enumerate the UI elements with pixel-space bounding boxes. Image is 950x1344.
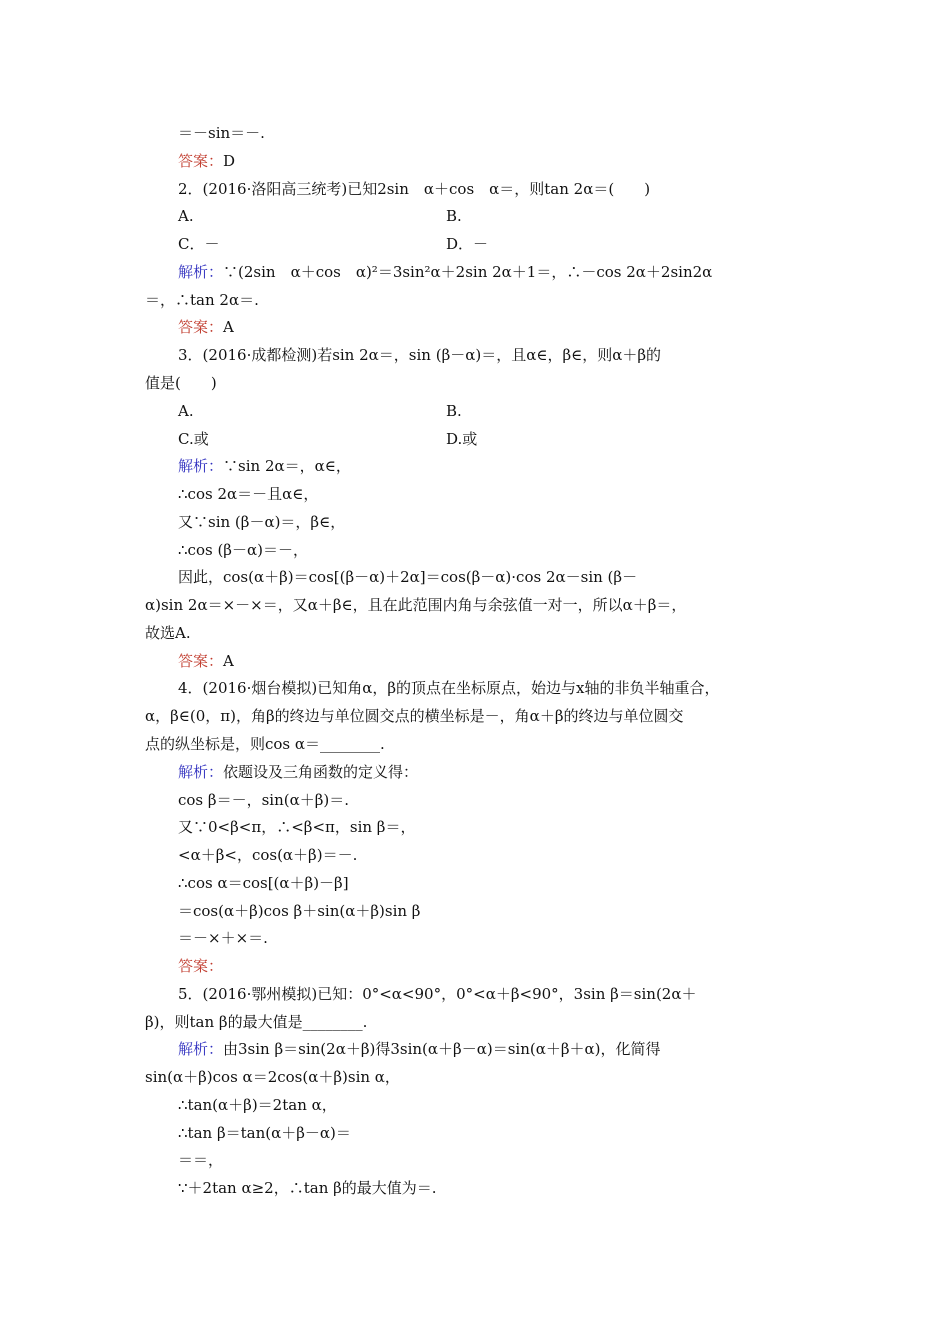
option-a: A.: [178, 207, 194, 225]
answer-line: 答案：A: [178, 652, 234, 670]
text-line: sin(α＋β)cos α＝2cos(α＋β)sin α，: [145, 1068, 400, 1086]
text-line: β)，则tan β的最大值是________.: [145, 1013, 368, 1031]
text-line: ＝＝，: [178, 1151, 224, 1169]
answer-label: 答案：: [178, 652, 224, 670]
option-d: D.或: [446, 430, 478, 448]
text-line: 点的纵坐标是，则cos α＝________.: [145, 735, 385, 753]
text-line: ∴cos (β－α)＝－，: [178, 541, 308, 559]
analysis-label: 解析：: [178, 1040, 224, 1058]
text-line: ＝cos(α＋β)cos β＋sin(α＋β)sin β: [178, 902, 421, 920]
analysis-label: 解析：: [178, 457, 224, 475]
text-line: α，β∈(0，π)，角β的终边与单位圆交点的横坐标是－，角α＋β的终边与单位圆交: [145, 707, 684, 725]
analysis-line: 解析：由3sin β＝sin(2α＋β)得3sin(α＋β－α)＝sin(α＋β＋α)，化简得: [178, 1040, 661, 1058]
text-line: α)sin 2α＝×－×＝，又α＋β∈，且在此范围内角与余弦值一对一，所以α＋β＝，: [145, 596, 687, 614]
analysis-line: 解析：∵(2sin α＋cos α)²＝3sin²α＋2sin 2α＋1＝，∴－cos 2α＋2sin2α: [178, 263, 713, 281]
text-line: ∵＋2tan α≥2，∴tan β的最大值为＝.: [178, 1179, 437, 1197]
text-line: ∴tan(α＋β)＝2tan α，: [178, 1096, 337, 1114]
question-5-stem: 5．(2016·鄂州模拟)已知：0°<α<90°，0°<α＋β<90°，3sin β＝sin(2α＋: [178, 985, 697, 1003]
analysis-line: 解析：依题设及三角函数的定义得：: [178, 763, 419, 781]
answer-label: 答案：: [178, 152, 224, 170]
answer-line: 答案：A: [178, 318, 234, 336]
option-b: B.: [446, 207, 462, 225]
answer-label: 答案：: [178, 957, 224, 975]
text-line: ＝－×＋×＝.: [178, 929, 268, 947]
question-3-stem: 3．(2016·成都检测)若sin 2α＝，sin (β－α)＝，且α∈，β∈，则α＋β的: [178, 346, 662, 364]
text-line: 故选A.: [145, 624, 191, 642]
text-line: ＝，∴tan 2α＝.: [145, 291, 259, 309]
answer-line: [178, 956, 223, 976]
analysis-label: 解析：: [178, 263, 224, 281]
text-line: 又∵sin (β－α)＝，β∈，: [178, 513, 346, 531]
answer-line: 答案：D: [178, 152, 236, 170]
option-c: C.或: [178, 430, 209, 448]
analysis-label: 解析：: [178, 763, 224, 781]
option-d: D．－: [446, 235, 489, 253]
text-line: 因此，cos(α＋β)＝cos[(β－α)＋2α]＝cos(β－α)·cos 2α－sin (β－: [178, 568, 638, 586]
text-line: cos β＝－，sin(α＋β)＝.: [178, 791, 349, 809]
text-line: <α＋β<，cos(α＋β)＝－.: [178, 846, 358, 864]
option-a: A.: [178, 402, 194, 420]
question-4-stem: 4．(2016·烟台模拟)已知角α，β的顶点在坐标原点，始边与x轴的非负半轴重合，: [178, 679, 720, 697]
answer-label: 答案：: [178, 318, 224, 336]
question-2-stem: 2．(2016·洛阳高三统考)已知2sin α＋cos α＝，则tan 2α＝( ): [178, 180, 651, 198]
text-line: ∴cos α＝cos[(α＋β)－β]: [178, 874, 349, 892]
option-b: B.: [446, 402, 462, 420]
text-line: 又∵0<β<π，∴<β<π，sin β＝，: [178, 818, 416, 836]
text-line: ＝－sin＝－.: [178, 124, 265, 142]
analysis-line: 解析：∵sin 2α＝，α∈，: [178, 457, 351, 475]
text-line: ∴tan β＝tan(α＋β－α)＝: [178, 1124, 351, 1142]
option-c: C．－: [178, 235, 220, 253]
text-line: ∴cos 2α＝－且α∈，: [178, 485, 319, 503]
text-line: 值是( ): [145, 374, 217, 392]
